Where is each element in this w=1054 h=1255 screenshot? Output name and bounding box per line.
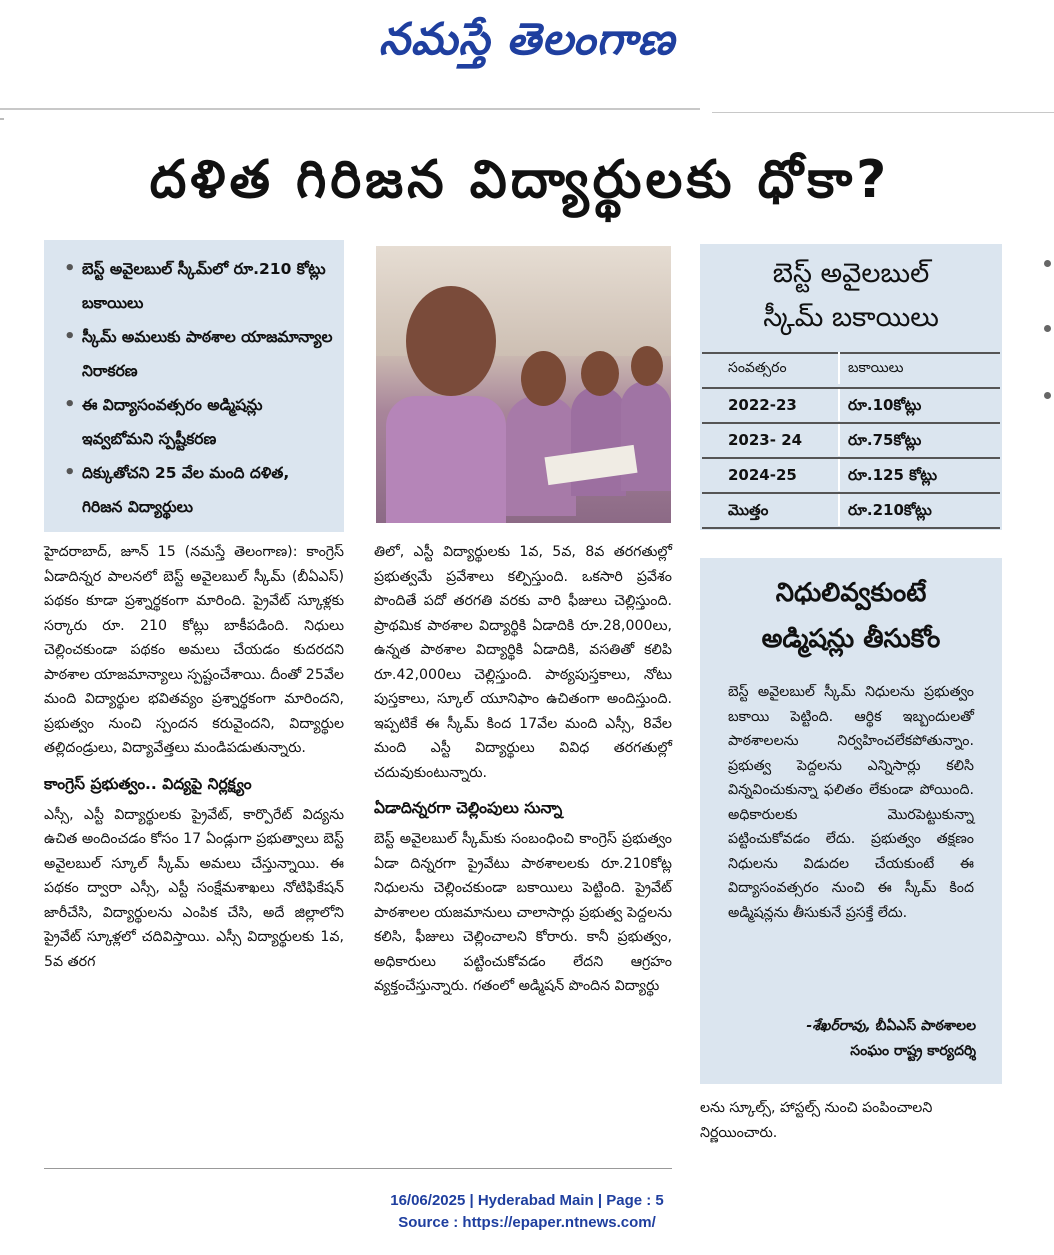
- article-column-1: [44, 540, 344, 974]
- quote-heading-line: నిధులివ్వకుంటే: [775, 578, 927, 608]
- footer-edition-info: 16/06/2025 | Hyderabad Main | Page : 5: [390, 1192, 664, 1209]
- highlight-item: • ఈ విద్యాసంవత్సరం అడ్మిషన్లు ఇవ్వబోమని స్పష్టీకరణ: [62, 388, 334, 456]
- table-cell: రూ.10కోట్లు: [848, 396, 922, 414]
- masthead: [0, 0, 1054, 80]
- table-cell: 2022-23: [702, 389, 840, 421]
- table-cell: 2023- 24: [702, 424, 840, 456]
- quote-speaker-role: బీఏఎస్ పాఠశాలల: [875, 1018, 976, 1034]
- highlight-item: • స్కీమ్ అమలుకు పాఠశాల యాజమాన్యాల నిరాకరణ: [62, 320, 334, 388]
- adjacent-article-edge: [1038, 240, 1054, 1140]
- divider: [712, 112, 1054, 113]
- quote-speaker-role: సంఘం రాష్ట్ర కార్యదర్శి: [850, 1042, 976, 1059]
- table-title-line: స్కీమ్ బకాయిలు: [763, 302, 939, 333]
- photo-figure: [386, 396, 506, 523]
- photo-figure: [631, 346, 663, 386]
- photo-figure: [581, 351, 619, 396]
- newspaper-logo: నమస్తే తెలంగాణ: [378, 14, 676, 65]
- photo-figure: [521, 351, 566, 406]
- table-cell: రూ.75కోట్లు: [848, 431, 922, 449]
- article-subheading: ఏడాదిన్నరగా చెల్లింపులు సున్నా: [374, 799, 563, 817]
- quote-heading: [700, 570, 1002, 662]
- table-row: [702, 389, 1000, 421]
- article-paragraph: బెస్ట్ అవైలబుల్ స్కీమ్‌కు సంబంధించి కాంగ్రెస్ ప్రభుత్వం ఏడా దిన్నరగా ప్రైవేటు పాఠశాలలకు రూ.210కోట్ల నిధులను చెల్లించకుండా బకాయిలు పెట్టింది. ప్రైవేట్ పాఠశాలల యజమానులు చాలాసార్లు ప్రభుత్వ పెద్దలను కలిసి, ఫీజులు చెల్లించాలని కోరారు. కానీ ప్రభుత్వం, అధికారులు పట్టించుకోవడం లేదని ఆగ్రహం వ్యక్తంచేస్తున్నారు. గతంలో అడ్మిషన్ పొందిన విద్యార్థు: [374, 831, 672, 994]
- photo-figure: [406, 286, 496, 396]
- quote-attribution: [728, 1014, 976, 1063]
- table-rule: [702, 527, 1000, 529]
- divider: [44, 1168, 672, 1169]
- table-row: [702, 459, 1000, 491]
- table-row-total: [702, 494, 1000, 526]
- article-paragraph: లను స్కూల్స్, హాస్టల్స్ నుంచి పంపించాలని నిర్ణయించారు.: [700, 1100, 933, 1141]
- article-subheading: కాంగ్రెస్ ప్రభుత్వం.. విద్యపై నిర్లక్ష్యం: [44, 774, 252, 793]
- table-cell: రూ.125 కోట్లు: [848, 466, 938, 484]
- divider: [0, 118, 4, 120]
- students-photo: [376, 246, 671, 523]
- bullet-dot: [1044, 392, 1051, 399]
- quote-body: బెస్ట్ అవైలబుల్ స్కీమ్ నిధులను ప్రభుత్వం బకాయి పెట్టింది. ఆర్థిక ఇబ్బందులతో పాఠశాలలను నిర్వహించలేకపోతున్నాం. ప్రభుత్వ పెద్దలను ఎన్నిసార్లు కలిసి విన్నవించుకున్నా ఫలితం లేకుండా పోయింది. అధికారులకు మొరపెట్టుకున్నా పట్టించుకోవడం లేదు. ప్రభుత్వం తక్షణం నిధులను విడుదల చేయకుంటే ఈ విద్యాసంవత్సరం నుంచి ఈ స్కీమ్ కింద అడ్మిషన్లను తీసుకునే ప్రసక్తే లేదు.: [728, 684, 974, 921]
- table-title-line: బెస్ట్ అవైలబుల్: [772, 258, 930, 289]
- table-header-year: సంవత్సరం: [702, 352, 840, 384]
- article-column-2: [374, 540, 672, 999]
- table-cell: రూ.210కోట్లు: [848, 501, 932, 519]
- photo-figure: [621, 381, 671, 491]
- highlight-item: • దిక్కుతోచని 25 వేల మంది దళిత, గిరిజన విద్యార్థులు: [62, 456, 334, 524]
- page-footer: [0, 1190, 1054, 1234]
- table-cell: 2024-25: [702, 459, 840, 491]
- table-title: [700, 252, 1002, 340]
- quote-heading-line: అడ్మిషన్లు తీసుకోం: [761, 624, 941, 654]
- highlights-box: [44, 240, 344, 532]
- article-paragraph: తిలో, ఎస్టీ విద్యార్థులకు 1వ, 5వ, 8వ తరగతుల్లో ప్రభుత్వమే ప్రవేశాలు కల్పిస్తుంది. ఒకసారి ప్రవేశం పొందితే పదో తరగతి వరకు వారి ఫీజులు చెల్లిస్తుంది. ప్రాథమిక పాఠశాల విద్యార్థికి ఏడాదికి రూ.28,000లు, ఉన్నత పాఠశాల విద్యార్థికి ఏడాదికి, వసతితో కలిపి రూ.42,000లు చెల్లిస్తుంది. పాఠ్యపుస్తకాలు, నోటు పుస్తకాలు, స్కూల్ యూనిఫాం ఉచితంగా అందిస్తుంది. ఇప్పటికే ఈ స్కీమ్ కింద 17వేల మంది ఎస్సీ, 8వేల మంది ఎస్టీ విద్యార్థులు వివిధ తరగతుల్లో చదువుకుంటున్నారు.: [374, 544, 672, 781]
- table-header-row: [702, 352, 1000, 384]
- table-header-dues: బకాయిలు: [848, 360, 904, 376]
- quote-speaker-name: -శేఖర్‌రావు,: [806, 1018, 871, 1034]
- table-row: [702, 424, 1000, 456]
- bullet-dot: [1044, 325, 1051, 332]
- footer-source-link[interactable]: Source : https://epaper.ntnews.com/: [398, 1214, 656, 1231]
- table-cell: మొత్తం: [702, 494, 840, 526]
- highlight-item: • బెస్ట్ అవైలబుల్ స్కీమ్‌లో రూ.210 కోట్లు బకాయిలు: [62, 252, 334, 320]
- article-headline: దళిత గిరిజన విద్యార్థులకు ధోకా?: [149, 150, 891, 210]
- bullet-dot: [1044, 260, 1051, 267]
- article-paragraph: ఎస్సీ, ఎస్టీ విద్యార్థులకు ప్రైవేట్, కార్పొరేట్ విద్యను ఉచిత అందించడం కోసం 17 ఏండ్లుగా ప్రభుత్వాలు బెస్ట్ అవైలబుల్ స్కూల్ స్కీమ్ అమలు చేస్తున్నాయి. ఈ పథకం ద్వారా ఎస్సీ, ఎస్టీ సంక్షేమశాఖలు నోటిఫికేషన్ జారీచేసి, విద్యార్థులను ఎంపిక చేసి, అదే జిల్లాలోని ప్రైవేట్ స్కూళ్లలో చదివిస్తాయి. ఎస్సీ విద్యార్థులకు 1వ, 5వ తరగ: [44, 806, 344, 970]
- article-paragraph: హైదరాబాద్, జూన్ 15 (నమస్తే తెలంగాణ): కాంగ్రెస్ ఏడాదిన్నర పాలనలో బెస్ట్ అవైలబుల్ స్కీమ్ (బీఏఎస్) పథకం కూడా ప్రశ్నార్థకంగా మారింది. ప్రైవేట్ స్కూళ్లకు సర్కారు రూ. 210 కోట్లు బాకీపడింది. నిధులు చెల్లించకుండా పథకం అమలు చేయడం కుదరదని పాఠశాల యాజమాన్యాలు స్పష్టంచేశాయి. దీంతో 25వేల మంది విద్యార్థుల భవితవ్యం ప్రశ్నార్థకంగా మారిందని, ప్రభుత్వం నుంచి స్పందన కరువైందని, విద్యార్థుల తల్లిదండ్రులు, విద్యావేత్తలు మండిపడుతున్నారు.: [44, 544, 344, 756]
- divider: [0, 108, 700, 110]
